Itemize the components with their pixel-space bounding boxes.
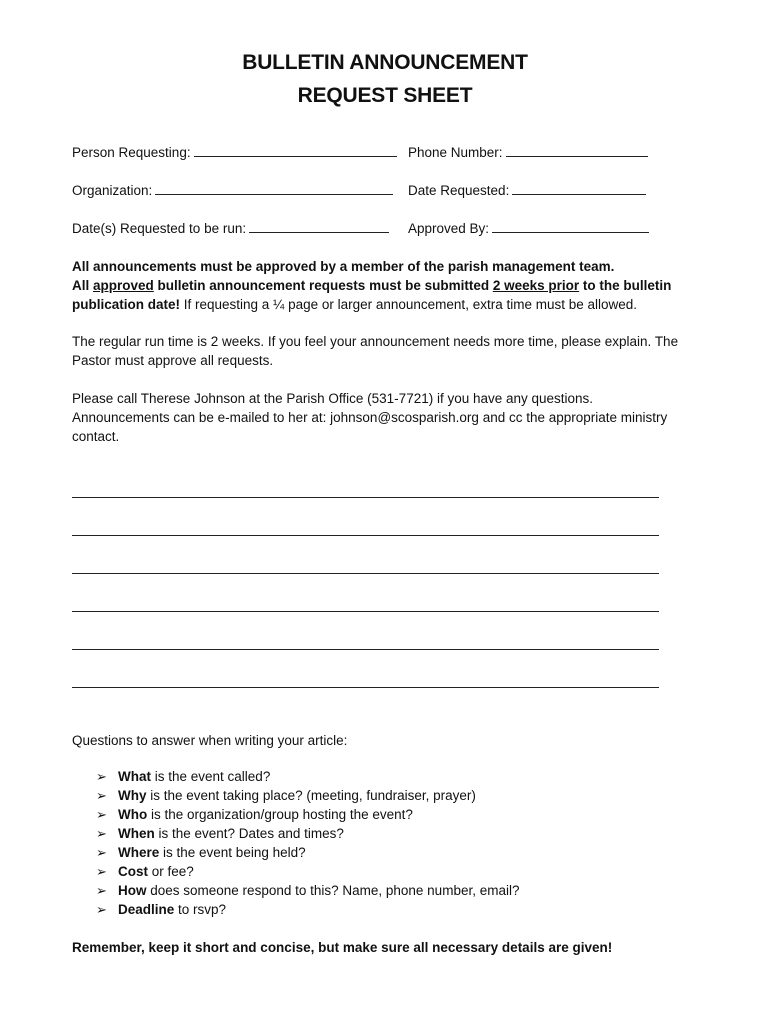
arrow-bullet-icon: ➢ (96, 807, 107, 822)
phone-number-label: Phone Number: (408, 145, 503, 160)
question-text: or fee? (148, 864, 194, 879)
list-item (96, 786, 519, 805)
phone-number-blank[interactable] (506, 143, 648, 157)
list-item (96, 881, 519, 900)
question-keyword: Cost (118, 864, 148, 879)
arrow-bullet-icon: ➢ (96, 883, 107, 898)
question-text: to rsvp? (174, 902, 227, 917)
arrow-bullet-icon: ➢ (96, 788, 107, 803)
approval-rule-2c: to the bulletin publication date! (72, 278, 672, 312)
organization-field[interactable] (72, 181, 393, 198)
approval-rule-2d: If requesting a ¼ page or larger announcement, extra time must be allowed. (180, 297, 638, 312)
phone-number-field[interactable] (408, 143, 648, 160)
title-line-1: BULLETIN ANNOUNCEMENT (242, 51, 528, 74)
list-item (96, 843, 519, 862)
question-keyword: Deadline (118, 902, 175, 917)
question-text: is the event? Dates and times? (154, 826, 344, 841)
person-requesting-label: Person Requesting: (72, 145, 191, 160)
writing-line-5[interactable] (72, 649, 659, 650)
arrow-bullet-icon: ➢ (96, 864, 107, 879)
person-requesting-field[interactable] (72, 143, 397, 160)
dates-to-run-field[interactable] (72, 219, 389, 236)
writing-line-3[interactable] (72, 573, 659, 574)
writing-line-2[interactable] (72, 535, 659, 536)
organization-blank[interactable] (155, 181, 393, 195)
approval-rule-2a: All (72, 278, 94, 293)
list-item (96, 900, 519, 919)
approval-rules (72, 257, 712, 314)
question-keyword: Why (118, 788, 147, 803)
question-text: is the event being held? (159, 845, 306, 860)
arrow-bullet-icon: ➢ (96, 845, 107, 860)
date-requested-label: Date Requested: (408, 183, 510, 198)
approval-rule-1: All announcements must be approved by a member of the parish management team. (72, 259, 615, 274)
date-requested-blank[interactable] (512, 181, 646, 195)
dates-to-run-blank[interactable] (249, 219, 389, 233)
arrow-bullet-icon: ➢ (96, 826, 107, 841)
list-item (96, 767, 519, 786)
arrow-bullet-icon: ➢ (96, 769, 107, 784)
question-keyword: Who (118, 807, 148, 822)
approved-by-label: Approved By: (408, 221, 490, 236)
person-requesting-blank[interactable] (194, 143, 397, 157)
approved-by-field[interactable] (408, 219, 649, 236)
questions-list (96, 767, 519, 919)
writing-line-1[interactable] (72, 497, 659, 498)
question-text: is the event taking place? (meeting, fundraiser, prayer) (146, 788, 476, 803)
question-keyword: How (118, 883, 147, 898)
question-keyword: When (118, 826, 155, 841)
approval-rule-2b: bulletin announcement requests must be submitted (153, 278, 493, 293)
dates-to-run-label: Date(s) Requested to be run: (72, 221, 247, 236)
question-text: does someone respond to this? Name, phone number, email? (146, 883, 520, 898)
list-item (96, 862, 519, 881)
two-weeks-emphasis: 2 weeks prior (492, 278, 580, 293)
writing-line-6[interactable] (72, 687, 659, 688)
approved-emphasis: approved (93, 278, 154, 293)
question-keyword: What (118, 769, 151, 784)
approved-by-blank[interactable] (492, 219, 649, 233)
list-item (96, 824, 519, 843)
writing-line-4[interactable] (72, 611, 659, 612)
contact-paragraph: Please call Therese Johnson at the Parish Office (531-7721) if you have any questions. Announcements can be e-mailed to her at: johnson@scosparish.org and cc the appropriate ministry contact. (72, 391, 668, 444)
questions-intro: Questions to answer when writing your article: (72, 733, 348, 748)
question-keyword: Where (118, 845, 160, 860)
question-text: is the organization/group hosting the event? (147, 807, 413, 822)
date-requested-field[interactable] (408, 181, 646, 198)
organization-label: Organization: (72, 183, 153, 198)
closing-reminder: Remember, keep it short and concise, but make sure all necessary details are given! (72, 940, 613, 955)
question-text: is the event called? (151, 769, 271, 784)
arrow-bullet-icon: ➢ (96, 902, 107, 917)
title-line-2: REQUEST SHEET (297, 84, 473, 107)
list-item (96, 805, 519, 824)
runtime-paragraph: The regular run time is 2 weeks. If you feel your announcement needs more time, please explain. The Pastor must approve all requests. (72, 334, 679, 368)
